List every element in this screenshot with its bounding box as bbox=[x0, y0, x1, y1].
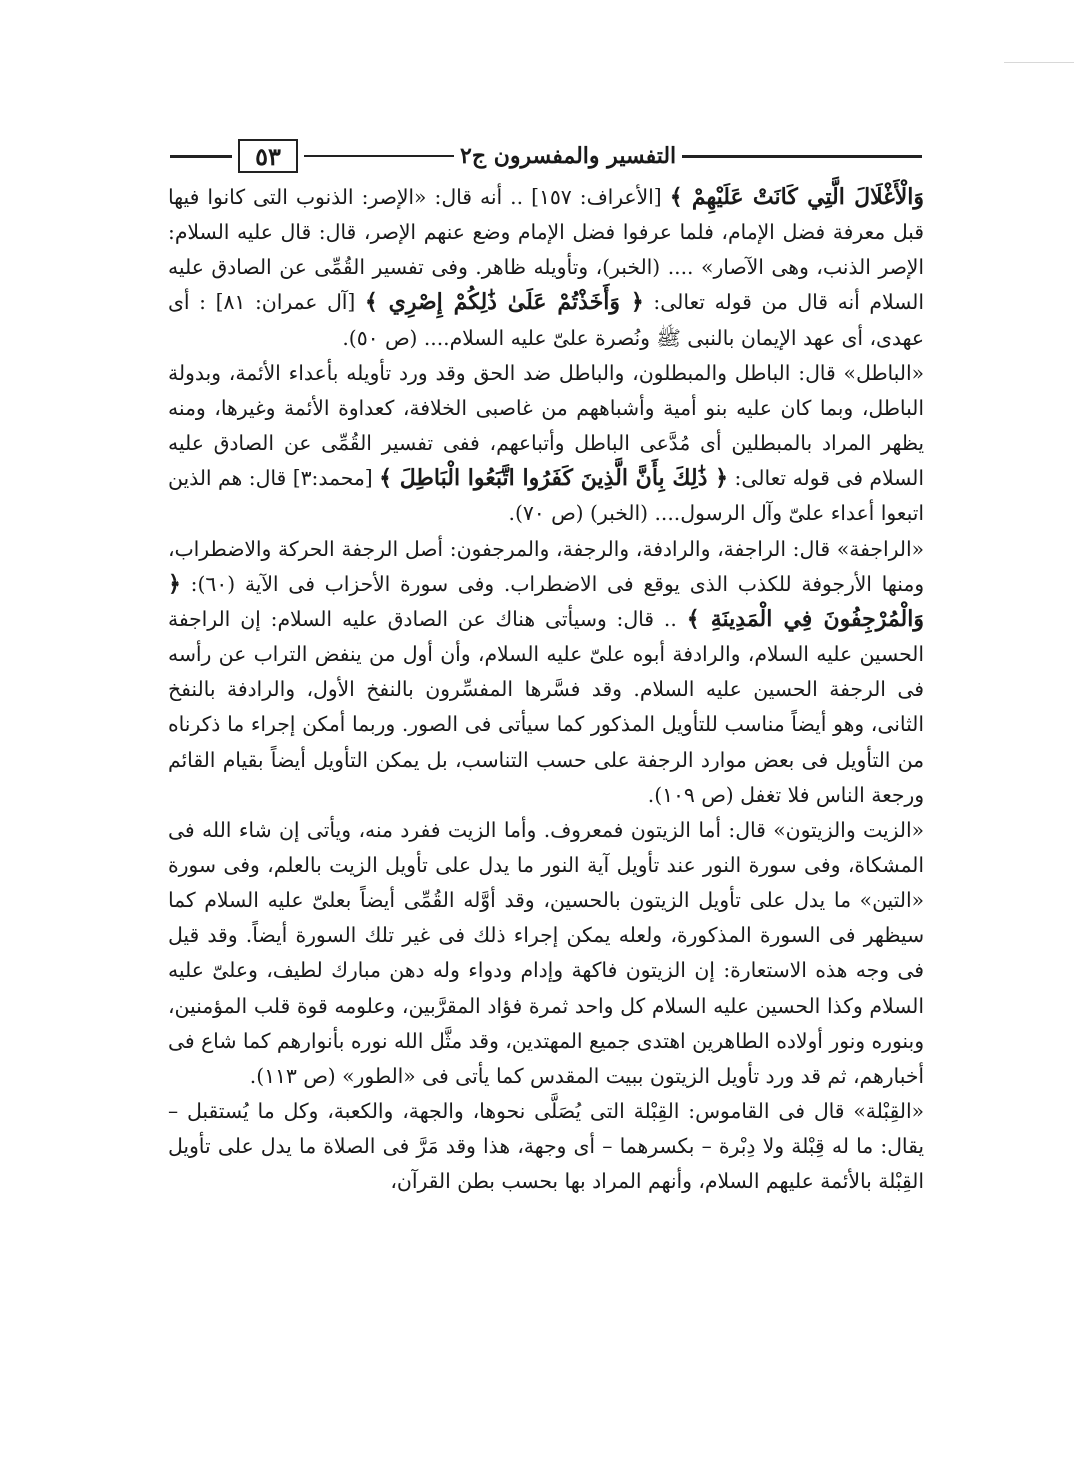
body-text: «الباطل» قال: الباطل والمبطلون، والباطل ضد الحق وقد ورد تأويله بأعداء الأئمة، وبدولة الباطل، وبما كان عليه بنو أمية وأشباههم من غاصبى الخلافة، كعداوة الأئمة وغيرها، ومنه يظهر المراد بالمبطلين أى مُدَّعى الباطل وأتباعهم، ففى تفسير القُمِّى عن الصادق عليه السلام فى قوله تعالى: bbox=[168, 360, 924, 491]
body-text: [آل عمران: ٨١] : أى عهدى، أى عهد الإيمان بالنبى ﷺ ونُصرة علىّ عليه السلام.... (ص ٥٠). bbox=[168, 290, 924, 350]
page-number: ٥٣ bbox=[238, 139, 298, 173]
quran-quote: وَالْأَغْلَالَ الَّتِي كَانَتْ عَلَيْهِمْ ﴾ bbox=[669, 184, 925, 210]
paragraph bbox=[168, 813, 924, 1094]
body-text: [محمد:٣] قال: هم الذين اتبعوا أعداء علىّ وآل الرسول.... (الخبر) (ص ٧٠). bbox=[168, 466, 924, 526]
body-text: «القِبْلة» قال فى القاموس: القِبْلة التى يُصَلَّى نحوها، والجهة، والكعبة، وكل ما يُستقبل – يقال: ما له قِبْلة ولا دِبْرة – بكسرهما – أى وجهة، هذا وقد مَرَّ فى الصلاة ما يدل على تأويل القِبْلة بالأئمة عليهم السلام، وأنهم المراد بها بحسب بطن القرآن، bbox=[168, 1099, 924, 1194]
header-rule-middle bbox=[304, 155, 454, 157]
page-body bbox=[168, 180, 924, 1200]
body-text: «الزيت والزيتون» قال: أما الزيتون فمعروف. وأما الزيت ففرد منه، ويأتى إن شاء الله فى المشكاة، وفى سورة النور عند تأويل آية النور ما يدل على تأويل الزيت بالعلم، وفى سورة «التين» ما يدل على تأويل الزيتون بالحسين، وقد أوَّله القُمِّى أيضاً بعلىّ عليه السلام كما سيظهر فى السورة المذكورة، ولعله يمكن إجراء ذلك فى غير تلك السورة أيضاً. وقد قيل فى وجه هذه الاستعارة: إن الزيتون فاكهة وإدام ودواء وله دهن مبارك لطيف، وعلىّ عليه السلام وكذا الحسين عليه السلام كل واحد ثمرة فؤاد المقرَّبين، وعلومه قوة قلب المؤمنين، وبنوره ونور أولاده الطاهرين اهتدى جميع المهتدين، وقد مثَّل الله نوره بأنوارهم كما شاع فى أخبارهم، ثم قد ورد تأويل الزيتون ببيت المقدس كما يأتى فى «الطور» (ص ١١٣). bbox=[168, 817, 924, 1088]
quran-quote: ﴿ وَالْمُرْجِفُونَ فِي الْمَدِينَةِ ﴾ bbox=[168, 570, 924, 632]
body-text: [الأعراف: ١٥٧] .. أنه قال: «الإصر: الذنوب التى كانوا فيها قبل معرفة فضل الإمام، فلما عرفوا فضل الإمام وضع عنهم الإصر، قال: قال عليه السلام: الإصر الذنب، وهى الآصار» .... (الخبر)، وتأويله ظاهر. وفى تفسير القُمِّى عن الصادق عليه السلام أنه قال من قوله تعالى: bbox=[168, 185, 924, 315]
scan-edge-mark bbox=[1004, 62, 1074, 63]
quran-quote: ﴿ ذَٰلِكَ بِأَنَّ الَّذِينَ كَفَرُوا اتَّبَعُوا الْبَاطِلَ ﴾ bbox=[379, 465, 729, 492]
header-rule-right bbox=[682, 155, 922, 158]
running-title: التفسير والمفسرون ج٢ bbox=[460, 143, 677, 169]
paragraph bbox=[168, 356, 924, 532]
paragraph bbox=[168, 1094, 924, 1199]
body-text: .. قال: وسيأتى هناك عن الصادق عليه السلام: إن الراجفة الحسين عليه السلام، والرادفة أبوه علىّ عليه السلام، وأن أول من ينفض التراب عن رأسه فى الرجفة الحسين عليه السلام. وقد فسَّرها المفسِّرون بالنفخ الأول، والرادفة بالنفخ الثانى، وهو أيضاً مناسب للتأويل المذكور كما سيأتى فى الصور. وربما أمكن إجراء ما ذكرناه من التأويل فى بعض موارد الرجفة على حسب التناسب، بل يمكن التأويل أيضاً بقيام القائم ورجعة الناس فلا تغفل (ص ١٠٩). bbox=[168, 606, 924, 807]
body-text: «الراجفة» قال: الراجفة، والرادفة، والرجفة، والمرجفون: أصل الرجفة الحركة والاضطراب، ومنها الأرجوفة للكذب الذى يوقع فى الاضطراب. وفى سورة الأحزاب فى الآية (٦٠): bbox=[168, 536, 924, 596]
header-rule-left bbox=[170, 155, 232, 158]
quran-quote: ﴿ وَأَخَذْتُمْ عَلَىٰ ذَٰلِكُمْ إِصْرِي ﴾ bbox=[364, 289, 644, 316]
paragraph bbox=[168, 532, 924, 813]
page-header bbox=[170, 138, 922, 174]
paragraph bbox=[168, 180, 924, 356]
